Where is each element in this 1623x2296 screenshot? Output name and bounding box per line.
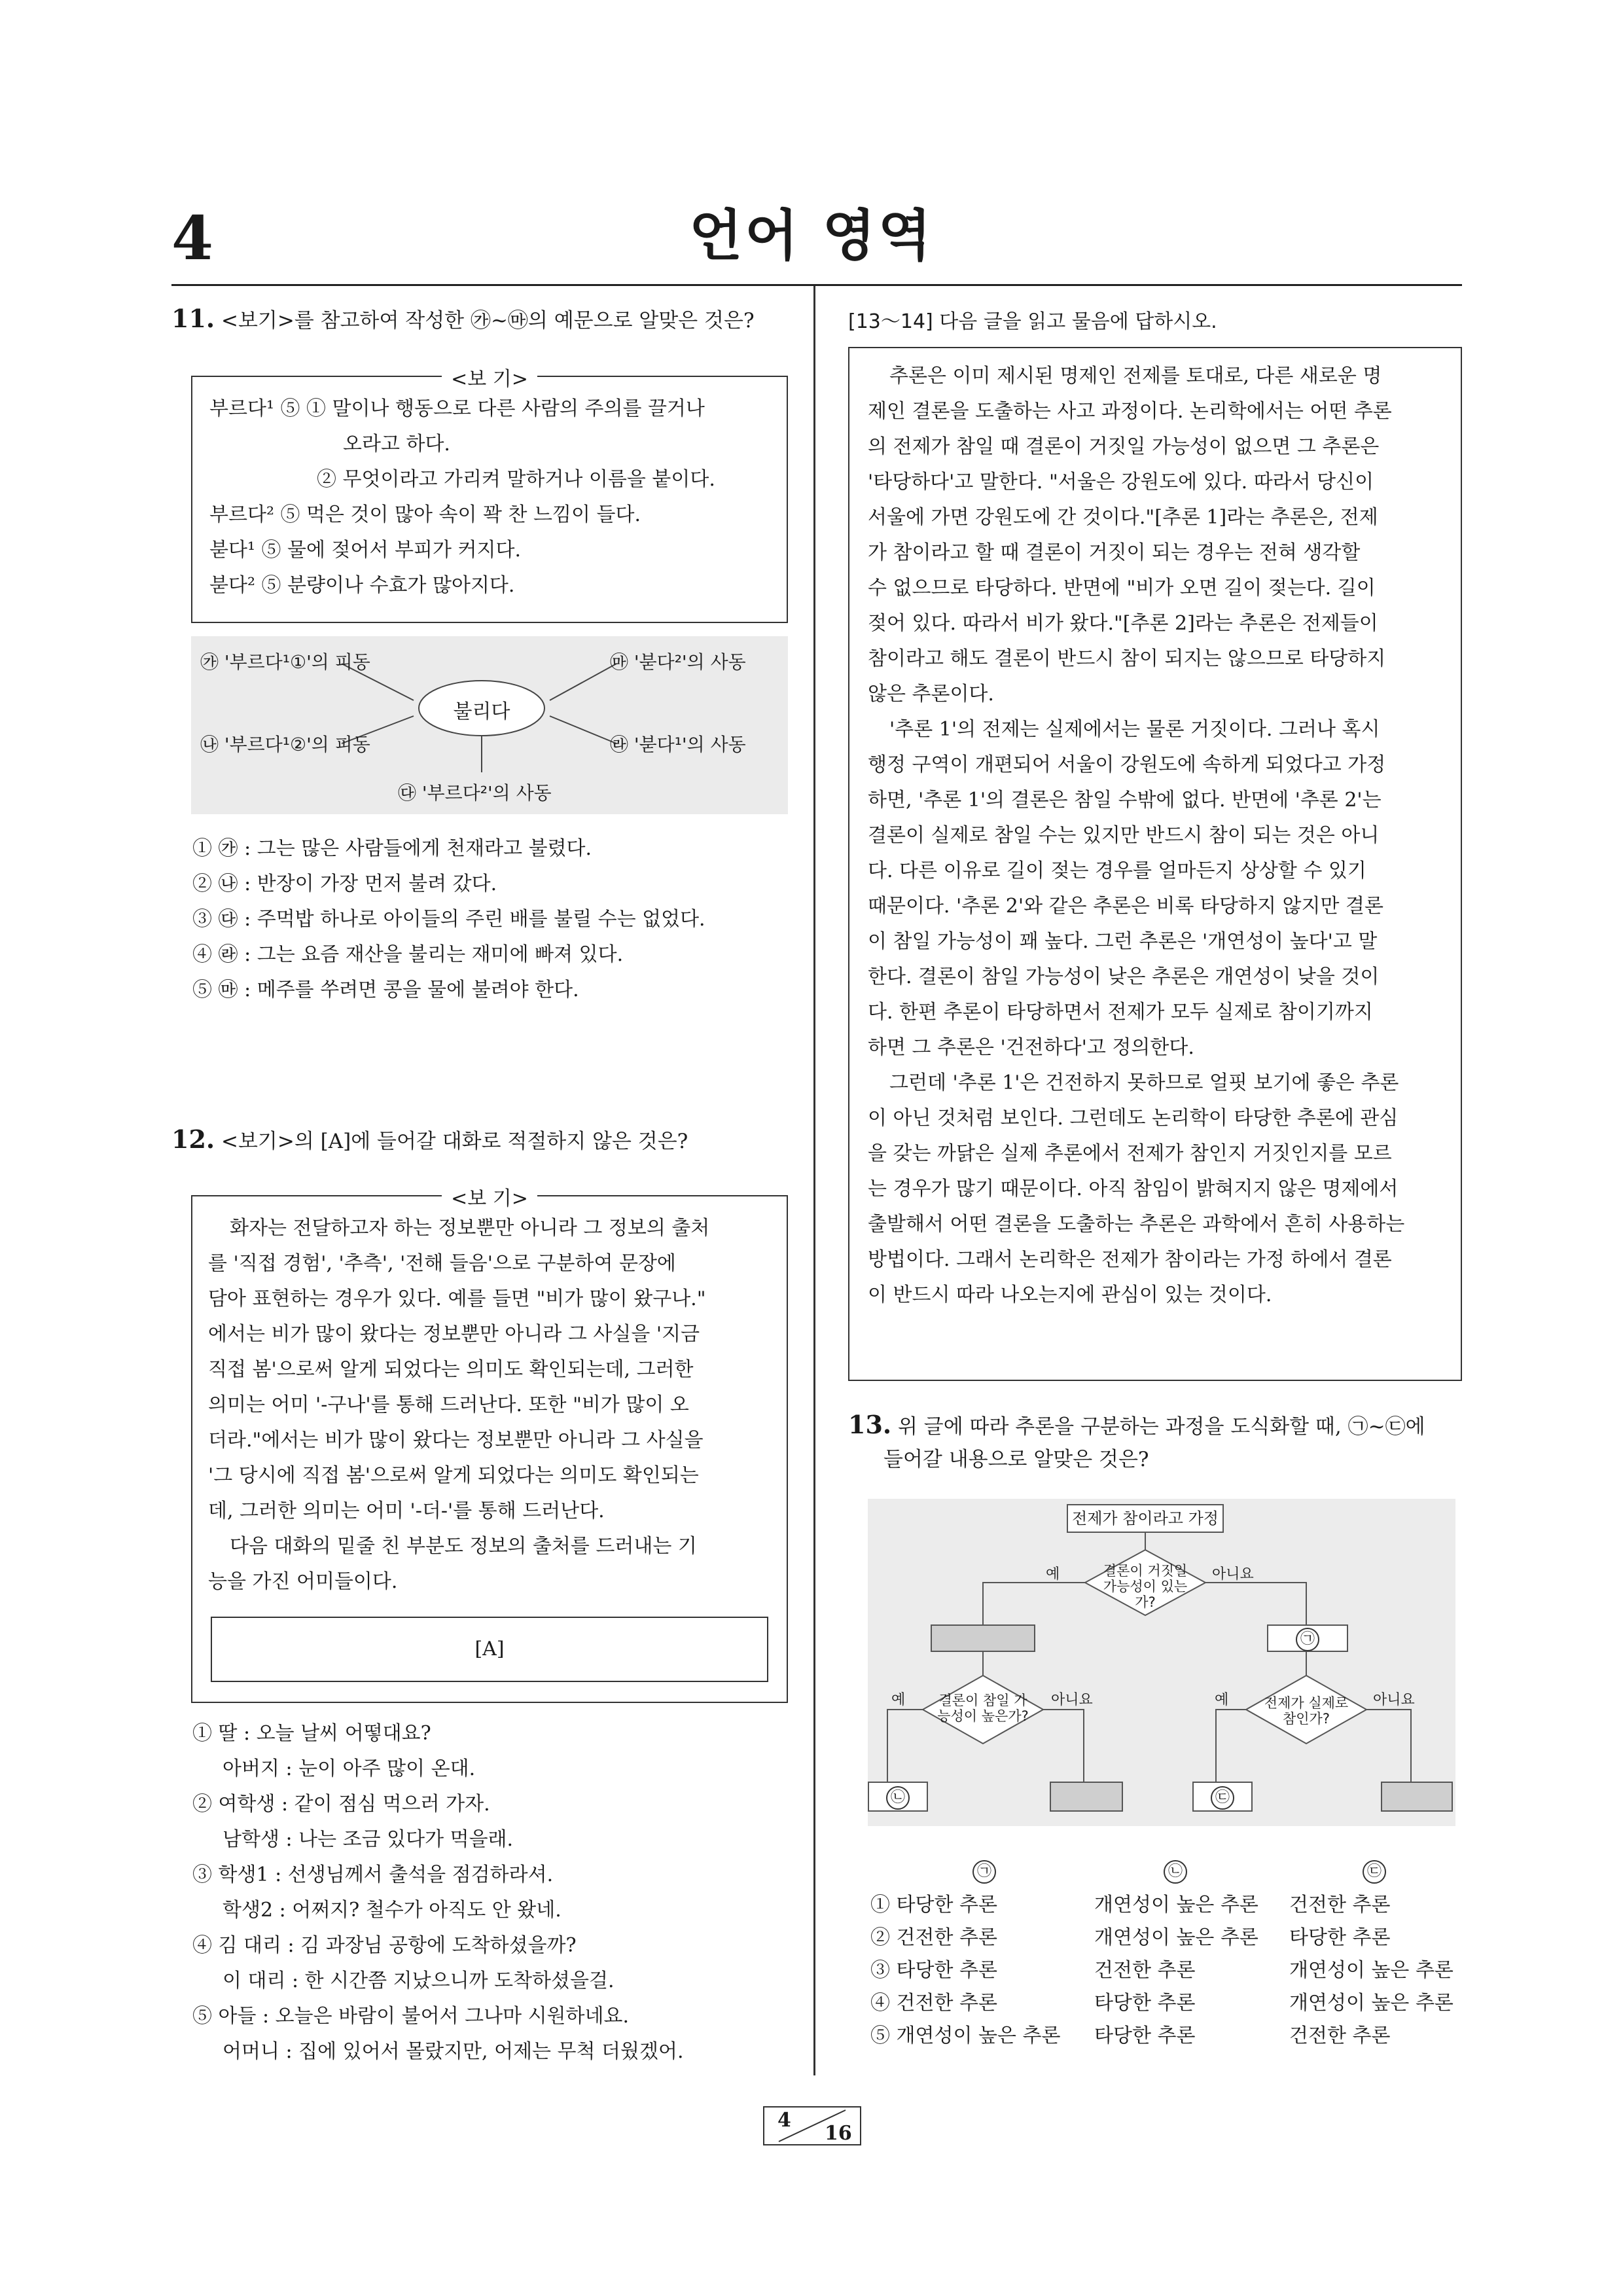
q12-text: <보기>의 [A]에 들어갈 대화로 적절하지 않은 것은?: [221, 1130, 688, 1153]
q12-choice-2a[interactable]: ② 여학생 : 같이 점심 먹으러 가자.: [192, 1793, 490, 1816]
footer-page: 4: [777, 2109, 791, 2132]
passage-line: 결론이 실제로 참일 수는 있지만 반드시 참이 되는 것은 아니: [868, 824, 1380, 847]
flow-d1-yes: 예: [1046, 1566, 1060, 1583]
q13-row-4[interactable]: [870, 1986, 1462, 2018]
passage-line: 하면 그 추론은 '건전하다'고 정의한다.: [868, 1036, 1194, 1059]
bogi-line-4: 에서는 비가 많이 왔다는 정보뿐만 아니라 그 사실을 '지금: [208, 1323, 700, 1346]
passage-heading: [13～14] 다음 글을 읽고 물음에 답하시오.: [848, 310, 1217, 333]
q13-table-head: [870, 1856, 1462, 1888]
flow-d1: 결론이 거짓일 가능성이 있는가?: [1103, 1563, 1188, 1610]
flow-grey-box-2: [1050, 1782, 1123, 1812]
q13-table: [870, 1856, 1462, 2051]
q13-r4-c2: 타당한 추론: [1094, 1992, 1196, 2015]
q13-r4-c3: 개연성이 높은 추론: [1289, 1992, 1454, 2015]
passage-line: 이 아닌 것처럼 보인다. 그런데도 논리학이 타당한 추론에 관심: [868, 1107, 1399, 1130]
bogi-line-8: '그 당시에 직접 봄'으로써 알게 되었다는 의미도 확인되는: [208, 1464, 699, 1487]
bogi-line-7: 더라."에서는 비가 많이 왔다는 정보뿐만 아니라 그 사실을: [208, 1429, 704, 1452]
q12-bogi-box: [191, 1187, 788, 1703]
q11-diagram: [191, 636, 788, 814]
bogi-line-1: 화자는 전달하고자 하는 정보뿐만 아니라 그 정보의 출처: [230, 1217, 710, 1240]
passage-line: 추론은 이미 제시된 명제인 전제를 토대로, 다른 새로운 명: [889, 365, 1382, 387]
diagram-ma: ㉲ '붇다²'의 사동: [610, 651, 746, 673]
flow-d3-no: 아니요: [1373, 1692, 1415, 1708]
blank-a-box: [211, 1617, 768, 1682]
dict-line-5: 붇다¹ ⑤ 물에 젖어서 부피가 커지다.: [209, 539, 521, 562]
flow-d3-yes: 예: [1215, 1692, 1229, 1708]
q13-r3-c1: ③ 타당한 추론: [870, 1959, 997, 1982]
q13-row-2[interactable]: [870, 1920, 1462, 1953]
passage-line: 참이라고 해도 결론이 반드시 참이 되지는 않으므로 타당하지: [868, 647, 1386, 670]
passage-line: '추론 1'의 전제는 실제에서는 물론 거짓이다. 그러나 혹시: [889, 718, 1380, 741]
passage-line: 젖어 있다. 따라서 비가 왔다."[추론 2]라는 추론은 전제들이: [868, 612, 1378, 635]
flow-top-box: 전제가 참이라고 가정: [1067, 1504, 1224, 1533]
passage-line: 다. 다른 이유로 길이 젖는 경우를 얼마든지 상상할 수 있기: [868, 859, 1366, 882]
passage-line: 출발해서 어떤 결론을 도출하는 추론은 과학에서 흔히 사용하는: [868, 1213, 1405, 1236]
q11-choices: [192, 831, 801, 1008]
q11-prompt: [171, 302, 800, 337]
q13-r2-c2: 개연성이 높은 추론: [1094, 1926, 1258, 1949]
passage-line: 그런데 '추론 1'은 건전하지 못하므로 얼핏 보기에 좋은 추론: [889, 1071, 1399, 1094]
q13-text-1: 위 글에 따라 추론을 구분하는 과정을 도식화할 때, ㉠~㉢에: [897, 1415, 1425, 1439]
footer-total: 16: [825, 2122, 852, 2145]
passage-line: 방법이다. 그래서 논리학은 전제가 참이라는 가정 하에서 결론: [868, 1248, 1392, 1271]
passage-line: 이 참일 가능성이 꽤 높다. 그런 추론은 '개연성이 높다'고 말: [868, 930, 1378, 953]
flow-d1-no: 아니요: [1212, 1566, 1254, 1583]
q12-choice-3b: 학생2 : 어쩌지? 철수가 아직도 안 왔네.: [223, 1899, 562, 1922]
q12-bogi-caption: <보 기>: [442, 1187, 537, 1210]
q11-choice-3[interactable]: ③ ㉰ : 주먹밥 하나로 아이들의 주린 배를 불릴 수는 없었다.: [192, 908, 705, 931]
diagram-center: 불리다: [453, 700, 510, 723]
q13-r1-c3: 건전한 추론: [1289, 1893, 1391, 1916]
bogi-line-11: 능을 가진 어미들이다.: [208, 1570, 398, 1593]
passage-line: 한다. 결론이 참일 가능성이 낮은 추론은 개연성이 낮을 것이: [868, 965, 1380, 988]
page-title: 언어 영역: [689, 203, 934, 268]
flow-m1-box: [1267, 1624, 1348, 1652]
passage-line: '타당하다'고 말한다. "서울은 강원도에 있다. 따라서 당신이: [868, 471, 1374, 493]
flow-d2: 결론이 참일 가능성이 높은가?: [937, 1693, 1029, 1724]
q12-choice-4a[interactable]: ④ 김 대리 : 김 과장님 공항에 도착하셨을까?: [192, 1934, 577, 1957]
q13-r1-c1: ① 타당한 추론: [870, 1893, 997, 1916]
passage-text: [868, 359, 1444, 1313]
flow-d2-no: 아니요: [1051, 1692, 1093, 1708]
q13-row-1[interactable]: [870, 1888, 1462, 1920]
q13-head-2: ㉡: [1164, 1860, 1187, 1884]
q13-r3-c3: 개연성이 높은 추론: [1289, 1959, 1454, 1982]
passage-line: 수 없으므로 타당하다. 반면에 "비가 오면 길이 젖는다. 길이: [868, 577, 1376, 600]
q11-text: <보기>를 참고하여 작성한 ㉮~㉲의 예문으로 알맞은 것은?: [221, 309, 755, 332]
q11-choice-1[interactable]: ① ㉮ : 그는 많은 사람들에게 천재라고 불렸다.: [192, 837, 592, 860]
dict-line-6: 붇다² ⑤ 분량이나 수효가 많아지다.: [209, 574, 515, 597]
q12-choice-3a[interactable]: ③ 학생1 : 선생님께서 출석을 점검하라셔.: [192, 1863, 554, 1886]
passage-line: 다. 한편 추론이 타당하면서 전제가 모두 실제로 참이기까지: [868, 1001, 1373, 1024]
flow-d2-yes: 예: [891, 1692, 906, 1708]
q12-choice-5b: 어머니 : 집에 있어서 몰랐지만, 어제는 무척 더웠겠어.: [223, 2040, 684, 2063]
q13-row-5[interactable]: [870, 2018, 1462, 2051]
passage-line: 제인 결론을 도출하는 사고 과정이다. 논리학에서는 어떤 추론: [868, 400, 1392, 423]
flow-m2-box: [868, 1782, 928, 1812]
q12-bogi-text: [208, 1211, 774, 1600]
q13-text-2: 들어갈 내용으로 알맞은 것은?: [883, 1448, 1149, 1471]
q13-row-3[interactable]: [870, 1953, 1462, 1986]
flow-grey-box-3: [1381, 1782, 1453, 1812]
q11-choice-4[interactable]: ④ ㉱ : 그는 요즘 재산을 불리는 재미에 빠져 있다.: [192, 943, 624, 966]
passage-line: 가 참이라고 할 때 결론이 거짓이 되는 경우는 전혀 생각할: [868, 541, 1361, 564]
q11-choice-2[interactable]: ② ㉯ : 반장이 가장 먼저 불려 갔다.: [192, 872, 497, 895]
q11-bogi-box: [191, 368, 788, 623]
passage-line: 않은 추론이다.: [868, 683, 994, 706]
flowchart-lines: [868, 1499, 1455, 1826]
flow-m3-box: [1192, 1782, 1253, 1812]
q13-r5-c2: 타당한 추론: [1094, 2024, 1196, 2047]
q13-prompt: [848, 1408, 1462, 1476]
passage-line: 을 갖는 까닭은 실제 추론에서 전제가 참인지 거짓인지를 모르: [868, 1142, 1392, 1165]
q11-bogi-caption: <보 기>: [442, 368, 537, 391]
bogi-line-5: 직접 봄'으로써 알게 되었다는 의미도 확인되는데, 그러한: [208, 1358, 694, 1381]
q12-choice-1a[interactable]: ① 딸 : 오늘 날씨 어떻대요?: [192, 1722, 431, 1745]
q13-r2-c1: ② 건전한 추론: [870, 1926, 997, 1949]
q12-choice-1b: 아버지 : 눈이 아주 많이 온대.: [223, 1757, 476, 1780]
passage-box: [848, 347, 1462, 1381]
q12-choice-4b: 이 대리 : 한 시간쯤 지났으니까 도착하셨을걸.: [223, 1969, 615, 1992]
page-number: 4: [171, 203, 214, 274]
column-divider: [813, 286, 815, 2075]
q11-choice-5[interactable]: ⑤ ㉲ : 메주를 쑤려면 콩을 물에 불려야 한다.: [192, 978, 579, 1001]
dict-line-1: 부르다¹ ⑤ ① 말이나 행동으로 다른 사람의 주의를 끌거나: [209, 397, 705, 420]
q13-r1-c2: 개연성이 높은 추론: [1094, 1893, 1258, 1916]
q13-r2-c3: 타당한 추론: [1289, 1926, 1391, 1949]
dict-line-2: 오라고 하다.: [343, 433, 450, 456]
q12-choices: [192, 1716, 801, 2070]
q13-r5-c3: 건전한 추론: [1289, 2024, 1391, 2047]
bogi-line-9: 데, 그러한 의미는 어미 '-더-'를 통해 드러난다.: [208, 1499, 605, 1522]
header-rule: [171, 284, 1462, 286]
passage-line: 서울에 가면 강원도에 간 것이다."[추론 1]라는 추론은, 전제: [868, 506, 1378, 529]
flow-m2: ㉡: [886, 1786, 910, 1810]
flow-m3: ㉢: [1211, 1786, 1234, 1810]
q13-r5-c1: ⑤ 개연성이 높은 추론: [870, 2024, 1061, 2047]
q11-number: 11.: [171, 304, 215, 333]
q13-head-3: ㉢: [1363, 1860, 1386, 1884]
dict-line-4: 부르다² ⑤ 먹은 것이 많아 속이 꽉 찬 느낌이 들다.: [209, 503, 641, 526]
q13-number: 13.: [848, 1410, 892, 1439]
passage-line: 때문이다. '추론 2'와 같은 추론은 비록 타당하지 않지만 결론: [868, 895, 1383, 918]
diagram-ga: ㉮ '부르다¹①'의 피동: [200, 651, 370, 673]
q12-choice-2b: 남학생 : 나는 조금 있다가 먹을래.: [223, 1828, 514, 1851]
bogi-line-10: 다음 대화의 밑줄 친 부분도 정보의 출처를 드러내는 기: [230, 1535, 697, 1558]
passage-line: 의 전제가 참일 때 결론이 거짓일 가능성이 없으면 그 추론은: [868, 435, 1380, 458]
diagram-da: ㉰ '부르다²'의 사동: [398, 782, 552, 804]
q12-prompt: [171, 1123, 800, 1158]
footer-page-indicator: [763, 2106, 861, 2145]
bogi-line-6: 의미는 어미 '-구나'를 통해 드러난다. 또한 "비가 많이 오: [208, 1393, 689, 1416]
bogi-line-3: 담아 표현하는 경우가 있다. 예를 들면 "비가 많이 왔구나.": [208, 1287, 706, 1310]
passage-line: 하면, '추론 1'의 결론은 참일 수밖에 없다. 반면에 '추론 2'는: [868, 789, 1382, 812]
passage-line: 는 경우가 많기 때문이다. 아직 참임이 밝혀지지 않은 명제에서: [868, 1177, 1399, 1200]
dict-line-3: ② 무엇이라고 가리켜 말하거나 이름을 붙이다.: [317, 468, 715, 491]
flow-m1: ㉠: [1296, 1628, 1319, 1651]
q12-number: 12.: [171, 1124, 215, 1154]
diagram-ra: ㉱ '붇다¹'의 사동: [610, 734, 746, 755]
q12-choice-5a[interactable]: ⑤ 아들 : 오늘은 바람이 불어서 그나마 시원하네요.: [192, 2005, 630, 2028]
diagram-na: ㉯ '부르다¹②'의 피동: [200, 734, 370, 755]
blank-a-label: [A]: [474, 1638, 505, 1660]
passage-line: 이 반드시 따라 나오는지에 관심이 있는 것이다.: [868, 1283, 1272, 1306]
q13-flowchart: [868, 1499, 1455, 1826]
q13-r4-c1: ④ 건전한 추론: [870, 1992, 997, 2015]
flow-d3: 전제가 실제로 참인가?: [1264, 1695, 1349, 1727]
bogi-line-2: 를 '직접 경험', '추측', '전해 들음'으로 구분하여 문장에: [208, 1252, 676, 1275]
flow-grey-box-1: [931, 1624, 1035, 1652]
passage-line: 행정 구역이 개편되어 서울이 강원도에 속하게 되었다고 가정: [868, 753, 1386, 776]
q13-head-1: ㉠: [972, 1860, 996, 1884]
q13-r3-c2: 건전한 추론: [1094, 1959, 1196, 1982]
